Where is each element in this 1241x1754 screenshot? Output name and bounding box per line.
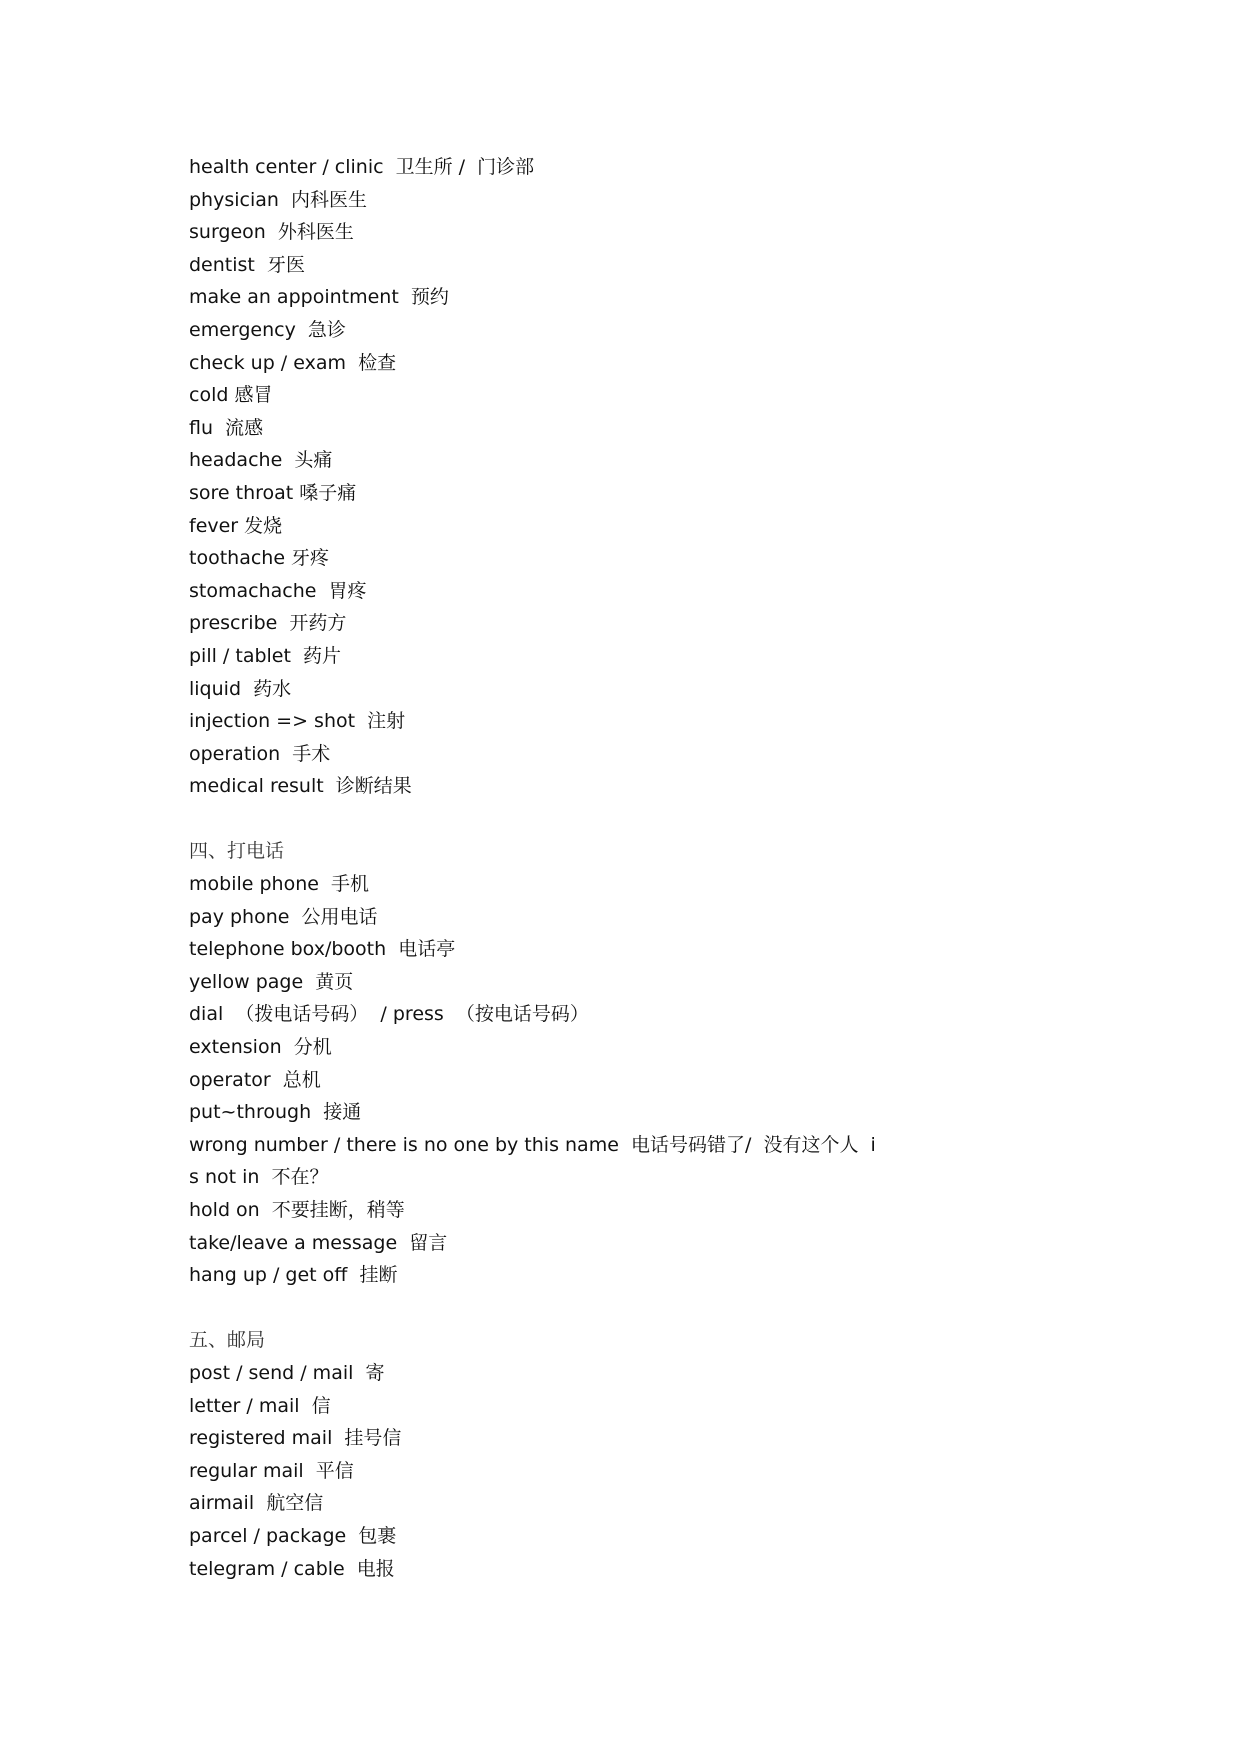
- vocab-line: put~through 接通: [189, 1101, 362, 1124]
- blank-line: [189, 1292, 909, 1325]
- vocab-line: make an appointment 预约: [189, 286, 449, 309]
- vocab-line: dial （拨电话号码） / press （按电话号码）: [189, 1003, 589, 1026]
- vocab-line: liquid 药水: [189, 677, 292, 700]
- vocab-line: fever 发烧: [189, 514, 283, 537]
- vocab-line: yellow page 黄页: [189, 970, 354, 993]
- section-heading: 五、邮局: [189, 1329, 266, 1352]
- vocab-line: registered mail 挂号信: [189, 1427, 402, 1450]
- vocab-line: extension 分机: [189, 1036, 332, 1059]
- section-phone: [189, 835, 909, 1291]
- vocab-line: sore throat 嗓子痛: [189, 481, 357, 504]
- vocab-line: pill / tablet 药片: [189, 644, 342, 667]
- vocab-line: emergency 急诊: [189, 318, 346, 341]
- vocab-line: pay phone 公用电话: [189, 905, 378, 928]
- vocab-line: health center / clinic 卫生所 / 门诊部: [189, 156, 535, 178]
- vocab-line: s not in 不在？: [189, 1166, 329, 1189]
- vocab-line: mobile phone 手机: [189, 873, 370, 896]
- section-heading: 四、打电话: [189, 840, 285, 863]
- vocab-line: injection => shot 注射: [189, 710, 406, 733]
- vocab-line: medical result 诊断结果: [189, 775, 412, 798]
- vocab-line: regular mail 平信: [189, 1459, 354, 1482]
- vocab-line: airmail 航空信: [189, 1492, 324, 1515]
- section-post: [189, 1324, 909, 1585]
- vocab-line: telephone box/booth 电话亭: [189, 938, 456, 961]
- vocab-line: physician 内科医生: [189, 188, 368, 211]
- vocabulary-list: [189, 151, 909, 1585]
- vocab-line: flu 流感: [189, 416, 264, 439]
- vocab-line: stomachache 胃疼: [189, 579, 367, 602]
- section-medical: [189, 151, 909, 803]
- vocab-line: surgeon 外科医生: [189, 221, 354, 244]
- vocab-line: hold on 不要挂断，稍等: [189, 1199, 405, 1221]
- vocab-line: headache 头痛: [189, 449, 333, 472]
- vocab-line: prescribe 开药方: [189, 612, 347, 635]
- vocab-line: letter / mail 信: [189, 1394, 331, 1417]
- blank-line: [189, 803, 909, 836]
- vocab-line: post / send / mail 寄: [189, 1361, 385, 1384]
- vocab-line: dentist 牙医: [189, 253, 305, 276]
- vocab-line: cold 感冒: [189, 384, 273, 407]
- vocab-line: wrong number / there is no one by this name 电话号码错了/ 没有这个人 i: [189, 1133, 876, 1156]
- vocab-line: operation 手术: [189, 742, 331, 765]
- vocab-line: toothache 牙疼: [189, 547, 330, 570]
- vocab-line: hang up / get off 挂断: [189, 1264, 398, 1287]
- vocab-line: telegram / cable 电报: [189, 1557, 395, 1580]
- vocab-line: take/leave a message 留言: [189, 1231, 448, 1254]
- vocab-line: operator 总机: [189, 1068, 321, 1091]
- vocab-line: parcel / package 包裹: [189, 1524, 397, 1547]
- vocab-line: check up / exam 检查: [189, 351, 397, 374]
